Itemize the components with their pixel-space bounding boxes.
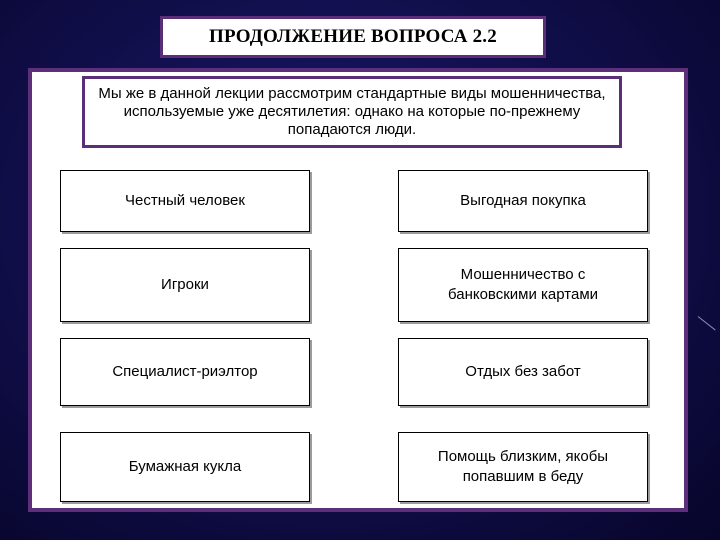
fraud-type-label: Специалист-риэлтор [112,363,258,380]
fraud-type-card [398,248,648,322]
fraud-type-label: Выгодная покупка [460,192,586,209]
fraud-type-card [60,248,310,322]
fraud-type-label: Игроки [161,276,209,293]
decorative-line [698,316,716,330]
fraud-type-label: Мошенничество с банковскими картами [447,266,599,303]
fraud-type-card [398,338,648,406]
fraud-type-card [398,170,648,232]
fraud-type-label: Отдых без забот [465,363,581,380]
slide-title-box [160,16,546,58]
fraud-type-card [60,338,310,406]
fraud-type-label: Помощь близким, якобы попавшим в беду [437,448,609,485]
fraud-type-card [398,432,648,502]
fraud-type-label: Бумажная кукла [128,458,242,475]
fraud-type-card [60,170,310,232]
fraud-type-label: Честный человек [125,192,245,209]
slide-title: ПРОДОЛЖЕНИЕ ВОПРОСА 2.2 [209,26,497,47]
intro-text: Мы же в данной лекции рассмотрим стандартные виды мошенничества, используемые уже десятилетия: однако на которые по-прежнему попадаются люди. [98,85,606,138]
fraud-type-card [60,432,310,502]
intro-text-box [82,76,622,148]
